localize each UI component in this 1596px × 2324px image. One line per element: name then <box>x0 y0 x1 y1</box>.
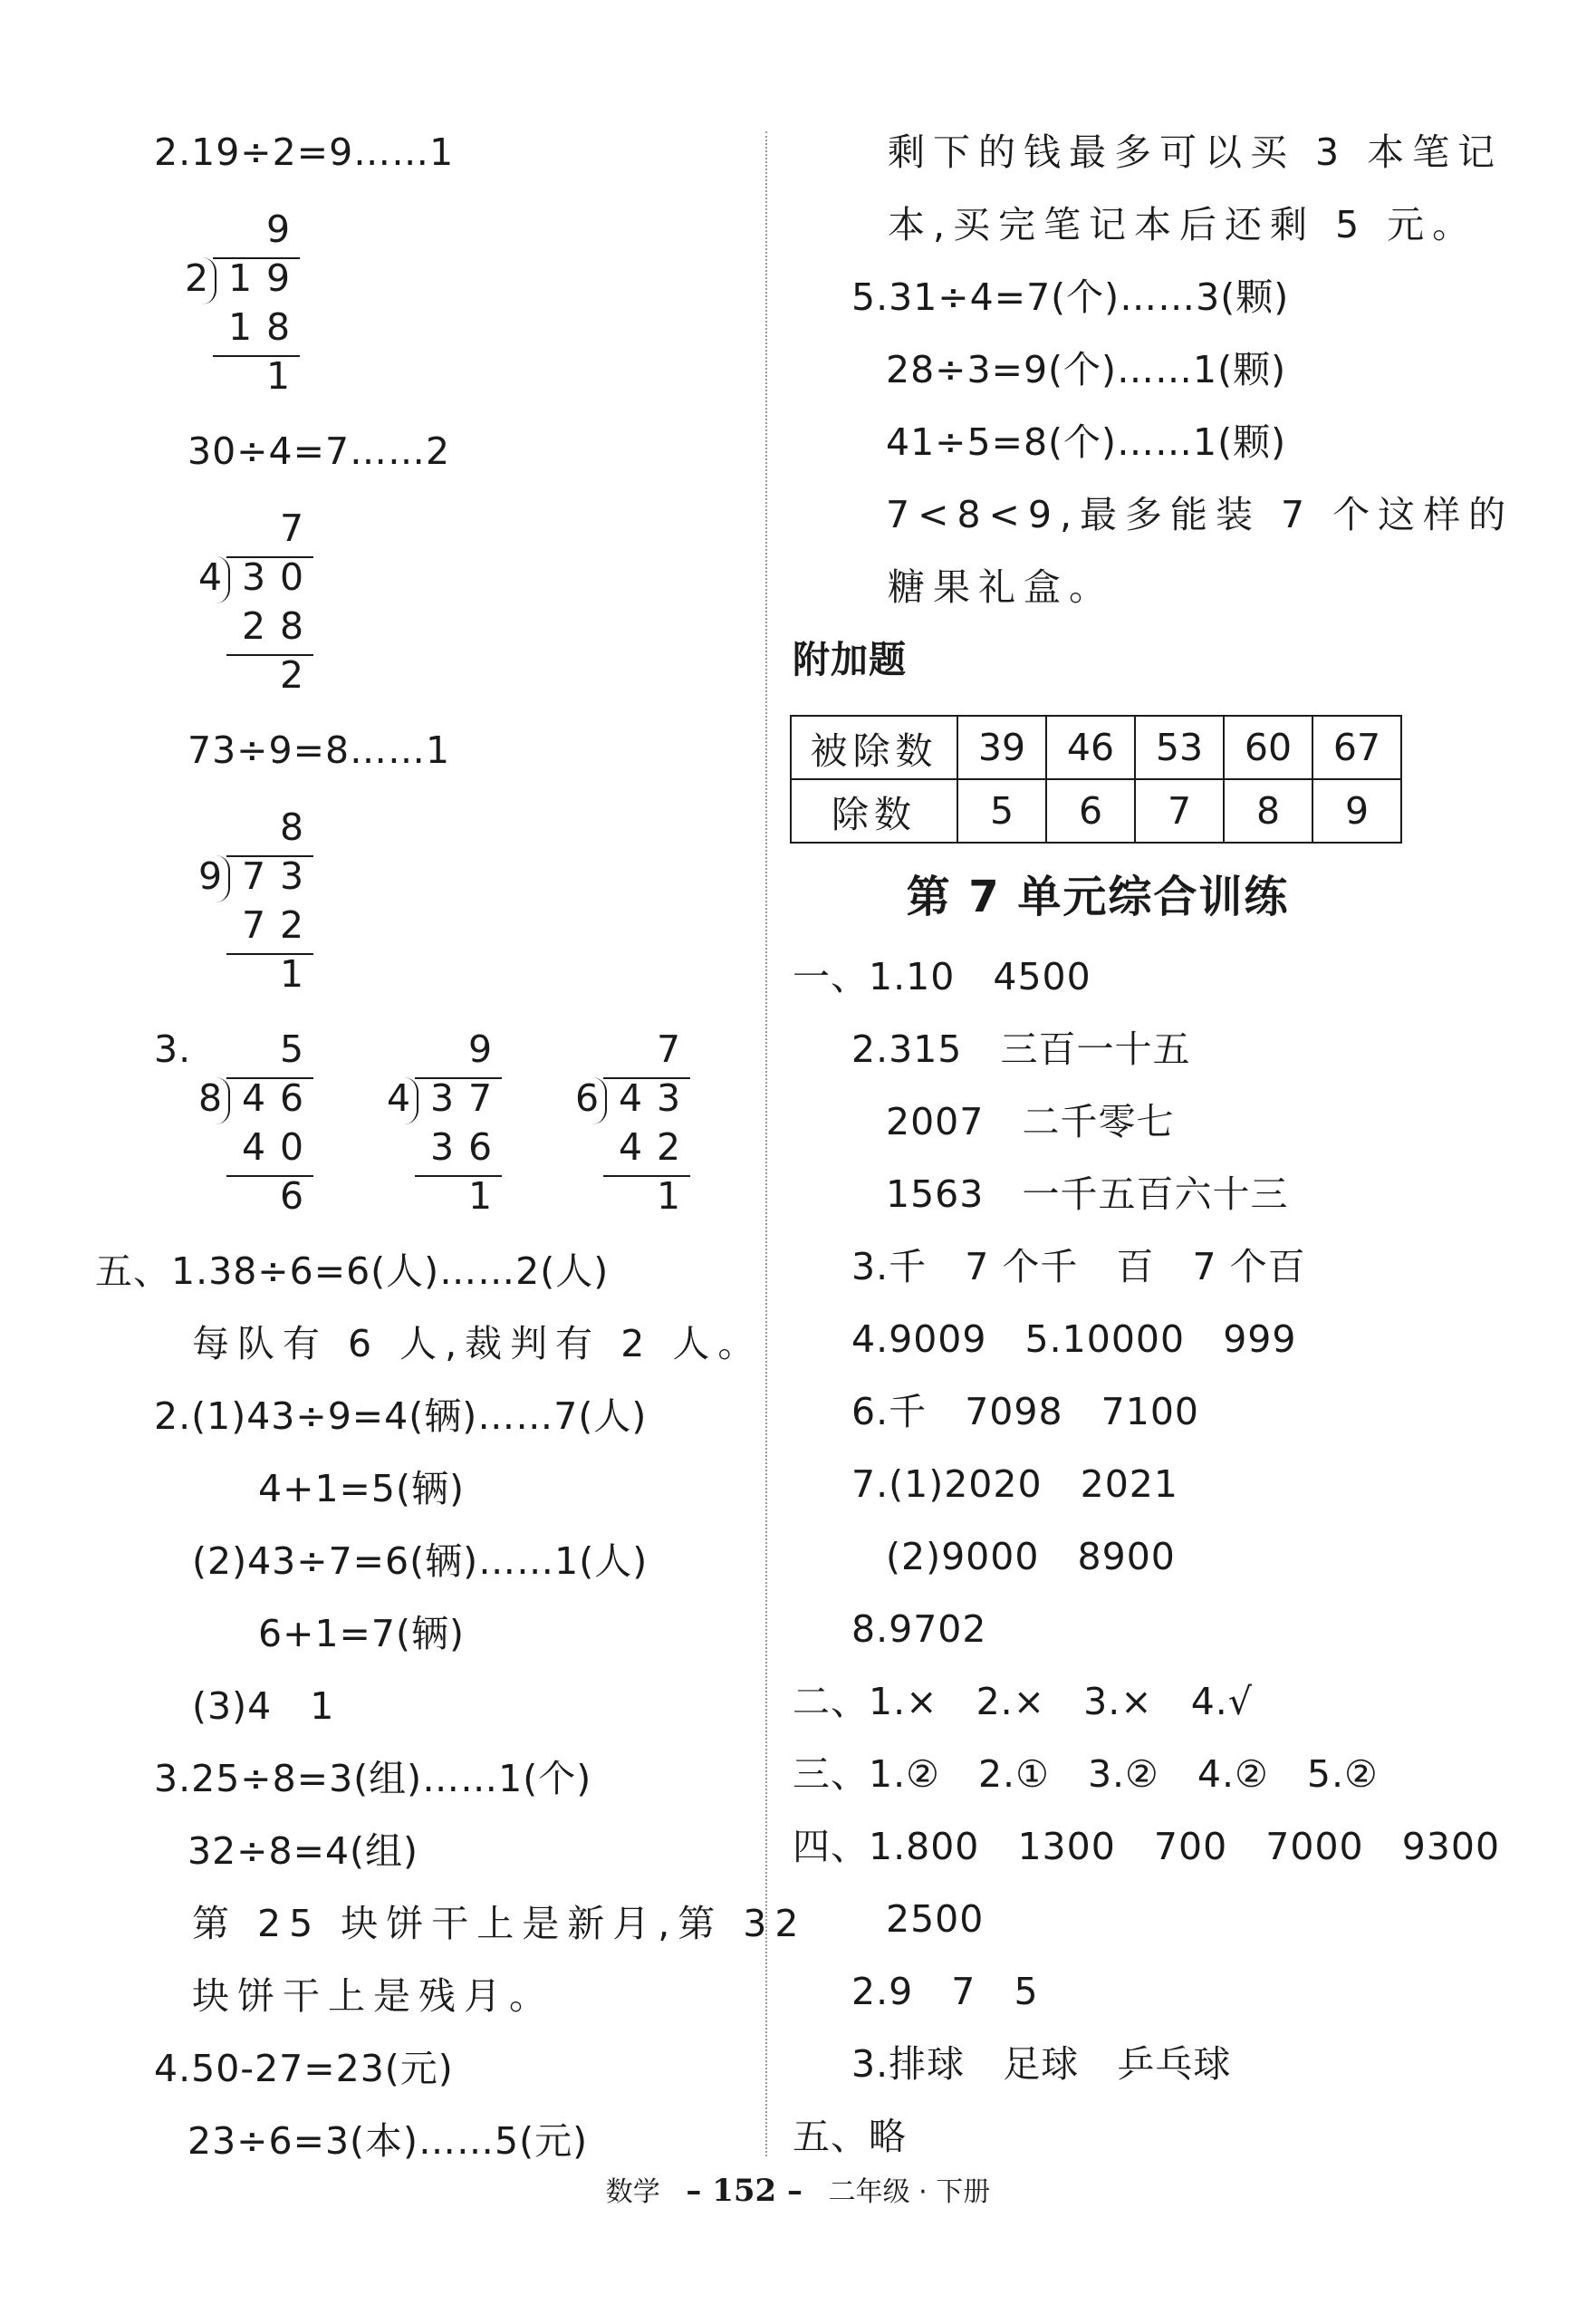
answer-line: (2)9000 8900 <box>886 1535 1176 1578</box>
answer-line: 3.排球 足球 乒乓球 <box>851 2042 1232 2086</box>
product-digit: 2 <box>656 1125 681 1169</box>
product-digit: 1 <box>227 305 253 349</box>
division-bracket <box>216 855 230 902</box>
section-answer: 一、1.10 4500 <box>793 955 1091 998</box>
table-row <box>791 716 1401 779</box>
question-number: 3. <box>154 1027 192 1071</box>
table-cell: 9 <box>1312 779 1401 843</box>
product-digit: 7 <box>241 903 266 947</box>
remainder-digit: 6 <box>279 1174 304 1218</box>
product-digit: 6 <box>467 1125 493 1169</box>
answer-line: 28÷3=9(个)……1(颗) <box>886 348 1287 391</box>
answer-line: 4+1=5(辆) <box>258 1467 465 1510</box>
divisor-digit: 4 <box>197 555 223 599</box>
section-answer: 二、1.× 2.× 3.× 4.√ <box>793 1680 1253 1723</box>
answer-line: 4.50-27=23(元) <box>154 2047 454 2090</box>
answer-line: 块饼干上是残月。 <box>192 1974 554 2018</box>
answer-line: 30÷4=7……2 <box>187 429 451 473</box>
answer-line: 2.19÷2=9……1 <box>154 130 455 174</box>
answer-line: 23÷6=3(本)……5(元) <box>187 2119 589 2163</box>
divisor-digit: 9 <box>197 854 223 898</box>
table-cell: 39 <box>957 716 1046 779</box>
answer-line: (3)4 1 <box>192 1684 335 1728</box>
table-cell: 6 <box>1046 779 1135 843</box>
division-bracket <box>216 1077 230 1124</box>
section-answer: 五、略 <box>793 2115 907 2158</box>
answer-line: 2.315 三百一十五 <box>851 1027 1191 1071</box>
table-cell: 46 <box>1046 716 1135 779</box>
answer-line: 32÷8=4(组) <box>187 1829 419 1873</box>
page-footer <box>0 2173 1596 2211</box>
row-label-dividend: 被除数 <box>791 716 957 779</box>
remainder-digit: 1 <box>279 952 304 996</box>
table-cell: 7 <box>1135 779 1224 843</box>
dividend-digit: 7 <box>467 1076 493 1120</box>
product-digit: 4 <box>241 1125 266 1169</box>
product-digit: 2 <box>279 903 304 947</box>
answer-line: 本,买完笔记本后还剩 5 元。 <box>888 203 1478 246</box>
footer-grade: 二年级 · 下册 <box>828 2176 991 2208</box>
dividend-digit: 1 <box>227 256 253 300</box>
division-bracket <box>592 1077 607 1124</box>
quotient-digit: 8 <box>279 805 304 849</box>
division-bracket <box>404 1077 418 1124</box>
divisor-digit: 4 <box>386 1076 411 1120</box>
table-cell: 60 <box>1224 716 1312 779</box>
product-digit: 2 <box>241 604 266 648</box>
remainder-digit: 1 <box>656 1174 681 1218</box>
divisor-digit: 6 <box>574 1076 600 1120</box>
dividend-digit: 3 <box>656 1076 681 1120</box>
product-digit: 3 <box>429 1125 455 1169</box>
section-answer: 四、1.800 1300 700 7000 9300 <box>793 1825 1501 1868</box>
table-row <box>791 779 1401 843</box>
quotient-digit: 7 <box>279 506 304 550</box>
answer-line: 8.9702 <box>851 1607 987 1651</box>
remainder-digit: 1 <box>265 354 291 398</box>
remainder-digit: 1 <box>467 1174 493 1218</box>
column-divider <box>765 131 767 2156</box>
quotient-digit: 9 <box>265 207 291 251</box>
answer-line: 第 25 块饼干上是新月,第 32 <box>192 1902 807 1945</box>
dividend-digit: 3 <box>279 854 304 898</box>
table-cell: 67 <box>1312 716 1401 779</box>
dividend-digit: 3 <box>241 555 266 599</box>
answer-line: 2007 二千零七 <box>886 1100 1175 1143</box>
answer-line: 每队有 6 人,裁判有 2 人。 <box>192 1322 764 1365</box>
quotient-digit: 5 <box>279 1027 304 1071</box>
answer-line: 6+1=7(辆) <box>258 1612 465 1655</box>
answer-line: 4.9009 5.10000 999 <box>851 1317 1297 1361</box>
product-digit: 0 <box>279 1125 304 1169</box>
answer-line: 1563 一千五百六十三 <box>886 1172 1289 1216</box>
division-bracket <box>216 556 230 603</box>
answer-line: 剩下的钱最多可以买 3 本笔记 <box>888 130 1504 174</box>
section-answer: 五、1.38÷6=6(人)……2(人) <box>95 1249 610 1293</box>
dividend-digit: 4 <box>241 1076 266 1120</box>
product-digit: 8 <box>265 305 291 349</box>
answer-line: 糖果礼盒。 <box>888 565 1114 609</box>
table-cell: 53 <box>1135 716 1224 779</box>
unit-title: 第 7 单元综合训练 <box>906 872 1290 922</box>
answer-line: 6.千 7098 7100 <box>851 1390 1199 1433</box>
dividend-digit: 9 <box>265 256 291 300</box>
division-bracket <box>202 257 216 304</box>
dividend-digit: 3 <box>429 1076 455 1120</box>
answer-line: 73÷9=8……1 <box>187 728 451 772</box>
row-label-divisor: 除数 <box>791 779 957 843</box>
quotient-digit: 9 <box>467 1027 493 1071</box>
page-number: – 152 – <box>686 2173 803 2209</box>
answer-line: 3.25÷8=3(组)……1(个) <box>154 1757 592 1800</box>
answer-line: 5.31÷4=7(个)……3(颗) <box>851 275 1290 319</box>
answer-line: 41÷5=8(个)……1(颗) <box>886 420 1287 464</box>
product-digit: 4 <box>618 1125 643 1169</box>
remainder-digit: 2 <box>279 653 304 697</box>
answer-line: 7<8<9,最多能装 7 个这样的 <box>886 493 1514 536</box>
divisor-digit: 8 <box>197 1076 223 1120</box>
divisor-digit: 2 <box>184 256 209 300</box>
dividend-digit: 4 <box>618 1076 643 1120</box>
dividend-digit: 6 <box>279 1076 304 1120</box>
answer-line: 3.千 7 个千 百 7 个百 <box>851 1245 1306 1288</box>
footer-subject: 数学 <box>605 2176 660 2208</box>
section-answer: 三、1.② 2.① 3.② 4.② 5.② <box>793 1752 1379 1796</box>
product-digit: 8 <box>279 604 304 648</box>
answer-line: 7.(1)2020 2021 <box>851 1462 1178 1506</box>
answer-line: 2.(1)43÷9=4(辆)……7(人) <box>154 1394 648 1438</box>
table-cell: 8 <box>1224 779 1312 843</box>
extra-question-heading: 附加题 <box>793 638 907 681</box>
dividend-divisor-table <box>790 715 1402 844</box>
answer-line: (2)43÷7=6(辆)……1(人) <box>192 1539 649 1583</box>
quotient-digit: 7 <box>656 1027 681 1071</box>
answer-line: 2.9 7 5 <box>851 1970 1039 2013</box>
dividend-digit: 0 <box>279 555 304 599</box>
table-cell: 5 <box>957 779 1046 843</box>
dividend-digit: 7 <box>241 854 266 898</box>
answer-line: 2500 <box>886 1897 985 1941</box>
